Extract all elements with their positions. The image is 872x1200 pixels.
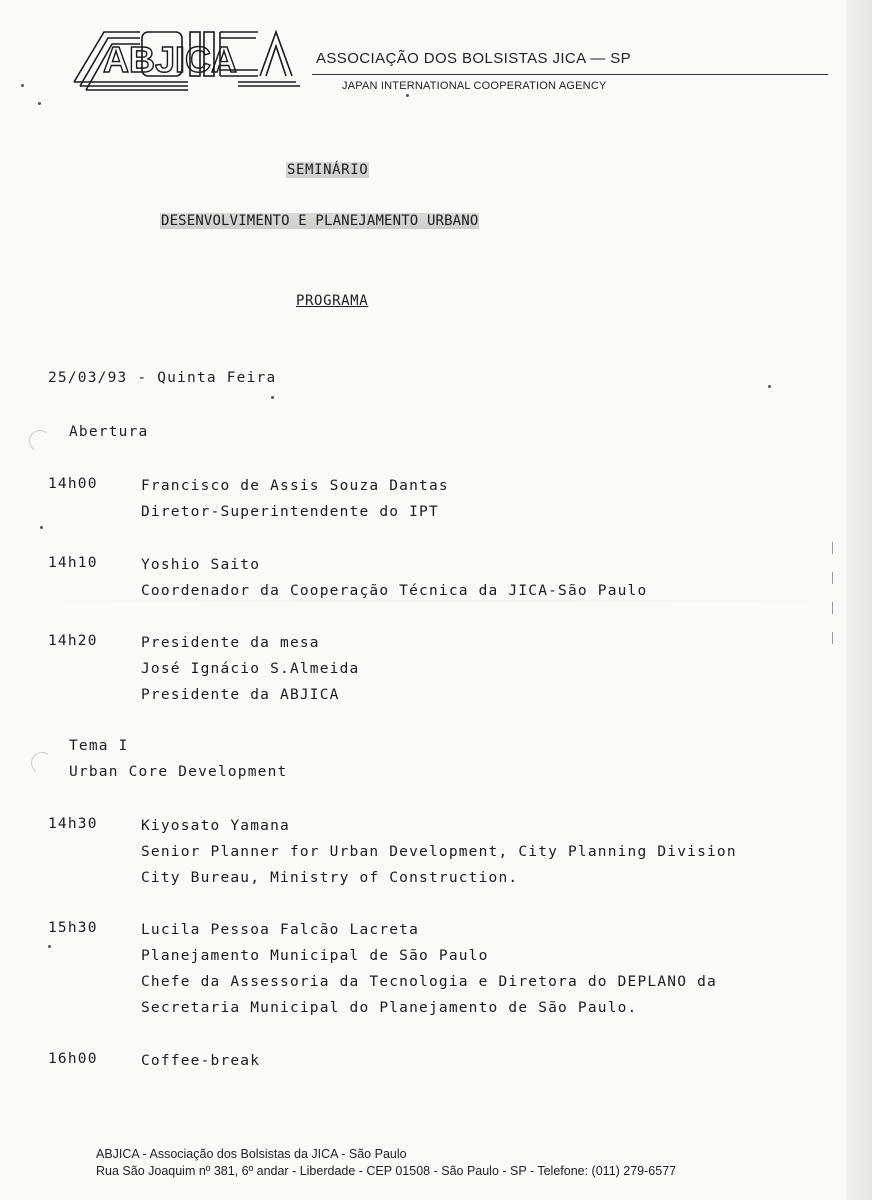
paper-speck (40, 526, 43, 529)
time-slot: 14h10 (48, 555, 98, 571)
entry-line: Planejamento Municipal de São Paulo (141, 948, 489, 964)
punch-hole (29, 750, 54, 775)
header-rule (312, 74, 828, 75)
entry-line: Senior Planner for Urban Development, City Planning Division (141, 844, 737, 860)
association-name: ASSOCIAÇÃO DOS BOLSISTAS JICA — SP (316, 50, 632, 67)
entry-line: Diretor-Superintendente do IPT (141, 504, 439, 520)
time-slot: 14h20 (48, 633, 98, 649)
program-entry (141, 816, 737, 894)
logo-lettering: ABJICA (103, 39, 238, 80)
entry-line: Kiyosato Yamana (141, 818, 290, 834)
entry-line: City Bureau, Ministry of Construction. (141, 870, 519, 886)
footer-line: Rua São Joaquim nº 381, 6º andar - Liberdade - CEP 01508 - São Paulo - SP - Telefone: (011) 279-6577 (96, 1164, 677, 1178)
agency-name: JAPAN INTERNATIONAL COOPERATION AGENCY (342, 80, 607, 92)
paper-speck (271, 396, 274, 399)
seminar-subject-text: DESENVOLVIMENTO E PLANEJAMENTO URBANO (161, 213, 479, 229)
entry-line: José Ignácio S.Almeida (141, 661, 360, 677)
time-slot: 14h00 (48, 476, 98, 492)
paper-speck (768, 385, 771, 388)
paper-mark (832, 632, 833, 644)
punch-hole (27, 428, 52, 453)
program-entry (141, 1051, 260, 1077)
entry-line: Presidente da ABJICA (141, 687, 340, 703)
entry-line: Coffee-break (141, 1053, 261, 1069)
seminar-subject (160, 213, 479, 229)
theme-label: Tema I (69, 738, 129, 754)
footer-line: ABJICA - Associação dos Bolsistas da JICA - São Paulo (96, 1147, 407, 1161)
abjica-logo (70, 24, 306, 96)
time-slot: 14h30 (48, 816, 98, 832)
paper-mark (832, 542, 833, 554)
footer-address (96, 1146, 676, 1180)
seminar-title-text: SEMINÁRIO (287, 162, 369, 178)
paper-mark (832, 572, 833, 584)
entry-line: Lucila Pessoa Falcão Lacreta (141, 922, 420, 938)
entry-line: Chefe da Assessoria da Tecnologia e Diretora do DEPLANO da (141, 974, 717, 990)
entry-line: Yoshio Saito (141, 557, 261, 573)
date-line: 25/03/93 - Quinta Feira (48, 370, 277, 386)
entry-line: Secretaria Municipal do Planejamento de São Paulo. (141, 1000, 638, 1016)
section-opening: Abertura (69, 424, 149, 440)
program-entry (141, 555, 647, 607)
theme-title: Urban Core Development (69, 764, 288, 780)
time-slot: 16h00 (48, 1051, 98, 1067)
entry-line: Francisco de Assis Souza Dantas (141, 478, 449, 494)
program-heading: PROGRAMA (296, 293, 369, 309)
program-entry (141, 633, 359, 711)
program-entry (141, 476, 449, 528)
seminar-title (286, 162, 369, 178)
paper-speck (406, 94, 409, 97)
entry-line: Presidente da mesa (141, 635, 320, 651)
entry-line: Coordenador da Cooperação Técnica da JICA-São Paulo (141, 583, 648, 599)
paper-mark (832, 602, 833, 614)
time-slot: 15h30 (48, 920, 98, 936)
paper-speck (48, 945, 51, 948)
paper-speck (21, 84, 24, 87)
program-entry (141, 920, 717, 1024)
paper-speck (38, 102, 41, 105)
